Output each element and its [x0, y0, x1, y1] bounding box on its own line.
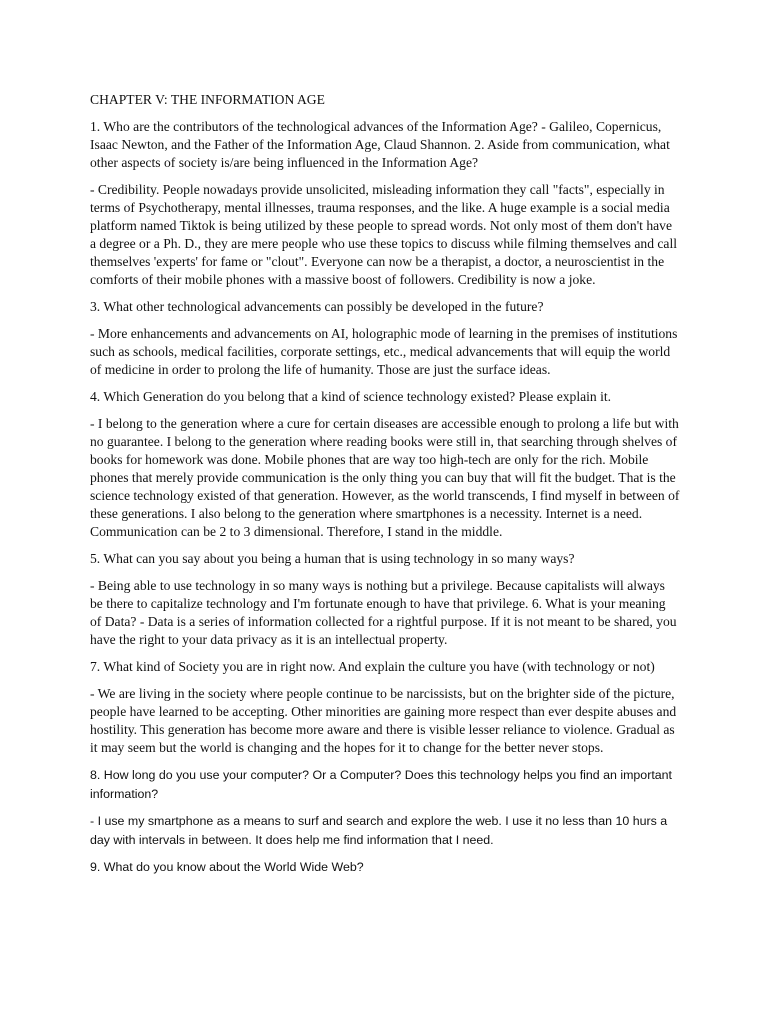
question-5: 5. What can you say about you being a human that is using technology in so many ways?	[90, 551, 575, 566]
question-8: 8. How long do you use your computer? Or a Computer? Does this technology helps you find an important information?	[90, 768, 672, 801]
question-9: 9. What do you know about the World Wide Web?	[90, 860, 364, 874]
answer-8: - I use my smartphone as a means to surf and search and explore the web. I use it no less than 10 hurs a day with intervals in between. It does help me find information that I need.	[90, 814, 668, 847]
question-7: 7. What kind of Society you are in right now. And explain the culture you have (with technology or not)	[90, 659, 655, 674]
answer-3: - More enhancements and advancements on AI, holographic mode of learning in the premises of institutions such as schools, medical facilities, corporate settings, etc., medical advancements that will equip the world of medicine in order to prolong the life of humanity. Those are just the surface ideas.	[90, 326, 678, 377]
question-1-2: 1. Who are the contributors of the technological advances of the Information Age? - Galileo, Copernicus, Isaac Newton, and the Father of the Information Age, Claud Shannon. 2. Aside from communication, what other aspects of society is/are being influenced in the Information Age?	[90, 119, 670, 170]
answer-4: - I belong to the generation where a cure for certain diseases are accessible enough to prolong a life but with no guarantee. I belong to the generation where reading books were still in, that searching through shelves of books for homework was done. Mobile phones that are way too high-tech are only for the rich. Mobile phones that merely provide communication is the only thing you can buy that will fit the budget. That is the science technology existed of that generation. However, as the world transcends, I find myself in between of these generations. I also belong to the generation where smartphones is a necessity. Internet is a need. Communication can be 2 to 3 dimensional. Therefore, I stand in the middle.	[90, 416, 680, 539]
chapter-title: CHAPTER V: THE INFORMATION AGE	[90, 92, 325, 107]
question-3: 3. What other technological advancements can possibly be developed in the future?	[90, 299, 544, 314]
answer-5-6: - Being able to use technology in so many ways is nothing but a privilege. Because capitalists will always be there to capitalize technology and I'm fortunate enough to have that privilege. 6. What is your meaning of Data? - Data is a series of information collected for a rightful purpose. If it is not meant to be shared, you have the right to your data privacy as it is an intellectual property.	[90, 578, 677, 647]
answer-2: - Credibility. People nowadays provide unsolicited, misleading information they call "facts", especially in terms of Psychotherapy, mental illnesses, trauma responses, and the like. A huge example is a social media platform named Tiktok is being utilized by these people to spread words. Not only most of them don't have a degree or a Ph. D., they are mere people who use these topics to discuss while filming themselves and call themselves 'experts' for fame or "clout". Everyone can now be a therapist, a doctor, a neuroscientist in the comforts of their mobile phones with a massive boost of followers. Credibility is now a joke.	[90, 182, 678, 287]
document-page	[90, 91, 680, 886]
answer-7: - We are living in the society where people continue to be narcissists, but on the brighter side of the picture, people have learned to be accepting. Other minorities are gaining more respect than ever despite abuses and hostility. This generation has become more aware and there is visible lesser reliance to violence. Gradual as it may seem but the world is changing and the hopes for it to change for the better never stops.	[90, 686, 677, 755]
question-4: 4. Which Generation do you belong that a kind of science technology existed? Please explain it.	[90, 389, 612, 404]
